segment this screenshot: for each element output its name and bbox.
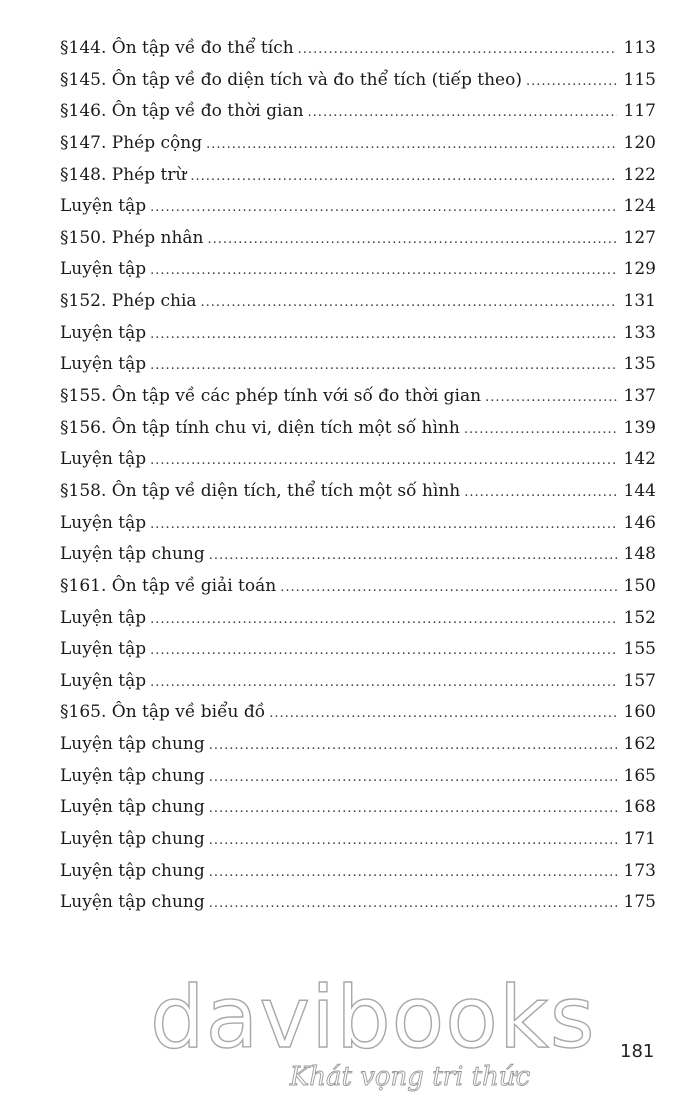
toc-entry-page: 155 bbox=[623, 639, 656, 660]
toc-entry-title: §155. Ôn tập về các phép tính với số đo thời gian bbox=[60, 386, 482, 407]
toc-entry-page: 168 bbox=[623, 797, 656, 818]
toc-entry-title: Luyện tập chung bbox=[60, 734, 205, 755]
toc-entry bbox=[60, 128, 656, 160]
toc-entry-title: Luyện tập chung bbox=[60, 544, 205, 565]
toc-entry-title: Luyện tập bbox=[60, 259, 147, 280]
dot-leader bbox=[201, 287, 617, 319]
dot-leader bbox=[209, 857, 617, 889]
toc-entry-page: 129 bbox=[623, 259, 656, 280]
toc-entry bbox=[60, 476, 656, 508]
toc-entry bbox=[60, 824, 656, 856]
toc-entry bbox=[60, 792, 656, 824]
toc-entry-page: 135 bbox=[623, 354, 656, 375]
toc-entry-title: §150. Phép nhân bbox=[60, 227, 204, 248]
toc-entry-title: Luyện tập chung bbox=[60, 797, 205, 818]
page-number: 181 bbox=[620, 1041, 655, 1062]
toc-entry bbox=[60, 444, 656, 476]
dot-leader bbox=[308, 97, 617, 129]
dot-leader bbox=[150, 635, 617, 667]
toc-entry bbox=[60, 286, 656, 318]
dot-leader bbox=[280, 572, 617, 604]
toc-entry bbox=[60, 729, 656, 761]
dot-leader bbox=[206, 129, 617, 161]
toc-entry bbox=[60, 666, 656, 698]
toc-entry-page: 148 bbox=[623, 544, 656, 565]
toc-entry-title: Luyện tập bbox=[60, 639, 147, 660]
dot-leader bbox=[150, 192, 617, 224]
toc-entry-title: §146. Ôn tập về đo thời gian bbox=[60, 101, 304, 122]
toc-entry-title: §158. Ôn tập về diện tích, thể tích một số hình bbox=[60, 480, 461, 501]
toc-entry-page: 160 bbox=[623, 702, 656, 723]
toc-entry bbox=[60, 603, 656, 635]
watermark-brand: davibooks bbox=[150, 968, 596, 1068]
toc-entry bbox=[60, 761, 656, 793]
toc-entry-page: 150 bbox=[623, 575, 656, 596]
dot-leader bbox=[150, 509, 617, 541]
toc-entry-title: Luyện tập bbox=[60, 607, 147, 628]
toc-entry-page: 171 bbox=[623, 829, 656, 850]
toc-entry-page: 122 bbox=[623, 164, 656, 185]
dot-leader bbox=[150, 604, 617, 636]
toc-entry-title: Luyện tập chung bbox=[60, 765, 205, 786]
toc-entry-title: §165. Ôn tập về biểu đồ bbox=[60, 702, 266, 723]
toc-entry-page: 165 bbox=[623, 765, 656, 786]
toc-entry-title: §156. Ôn tập tính chu vi, diện tích một số hình bbox=[60, 417, 460, 438]
toc-entry-title: Luyện tập bbox=[60, 512, 147, 533]
dot-leader bbox=[464, 414, 617, 446]
toc-entry bbox=[60, 96, 656, 128]
dot-leader bbox=[526, 66, 617, 98]
dot-leader bbox=[298, 34, 617, 66]
toc-entry-title: §148. Phép trừ bbox=[60, 164, 187, 185]
toc-entry-title: Luyện tập chung bbox=[60, 860, 205, 881]
dot-leader bbox=[209, 540, 617, 572]
dot-leader bbox=[464, 477, 617, 509]
toc-entry-page: 113 bbox=[623, 38, 656, 58]
toc-entry bbox=[60, 381, 656, 413]
table-of-contents bbox=[60, 33, 656, 919]
toc-entry bbox=[60, 539, 656, 571]
toc-entry bbox=[60, 191, 656, 223]
toc-entry-page: 120 bbox=[623, 132, 656, 153]
dot-leader bbox=[209, 888, 617, 920]
toc-entry-page: 137 bbox=[623, 386, 656, 407]
toc-entry-page: 175 bbox=[623, 892, 656, 913]
toc-entry-page: 115 bbox=[623, 69, 656, 90]
toc-entry-page: 133 bbox=[623, 322, 656, 343]
toc-entry bbox=[60, 413, 656, 445]
toc-entry-title: Luyện tập bbox=[60, 449, 147, 470]
toc-entry-title: §145. Ôn tập về đo diện tích và đo thể tích (tiếp theo) bbox=[60, 69, 522, 90]
dot-leader bbox=[150, 255, 617, 287]
dot-leader bbox=[209, 793, 617, 825]
dot-leader bbox=[209, 825, 617, 857]
dot-leader bbox=[150, 667, 617, 699]
toc-entry-title: §144. Ôn tập về đo thể tích bbox=[60, 38, 294, 58]
toc-entry-page: 157 bbox=[623, 670, 656, 691]
dot-leader bbox=[207, 224, 617, 256]
toc-entry bbox=[60, 223, 656, 255]
toc-entry-title: §152. Phép chia bbox=[60, 291, 197, 312]
toc-entry bbox=[60, 887, 656, 919]
toc-entry-title: Luyện tập bbox=[60, 322, 147, 343]
toc-entry-page: 131 bbox=[623, 291, 656, 312]
toc-entry-page: 146 bbox=[623, 512, 656, 533]
toc-entry-page: 142 bbox=[623, 449, 656, 470]
toc-entry bbox=[60, 508, 656, 540]
toc-entry-title: §161. Ôn tập về giải toán bbox=[60, 575, 277, 596]
toc-entry-title: Luyện tập chung bbox=[60, 829, 205, 850]
toc-entry bbox=[60, 160, 656, 192]
toc-entry-page: 144 bbox=[623, 480, 656, 501]
dot-leader bbox=[190, 161, 617, 193]
watermark-tagline: Khát vọng tri thức bbox=[289, 1062, 531, 1092]
toc-entry bbox=[60, 634, 656, 666]
toc-entry bbox=[60, 856, 656, 888]
toc-entry-title: Luyện tập bbox=[60, 196, 147, 217]
dot-leader bbox=[269, 698, 617, 730]
toc-entry-title: Luyện tập bbox=[60, 670, 147, 691]
toc-entry bbox=[60, 318, 656, 350]
toc-entry bbox=[60, 254, 656, 286]
dot-leader bbox=[150, 350, 617, 382]
dot-leader bbox=[209, 730, 617, 762]
toc-entry-title: §147. Phép cộng bbox=[60, 132, 203, 153]
toc-entry-page: 173 bbox=[623, 860, 656, 881]
toc-entry bbox=[60, 65, 656, 97]
toc-entry-title: Luyện tập chung bbox=[60, 892, 205, 913]
toc-entry bbox=[60, 349, 656, 381]
toc-entry bbox=[60, 33, 656, 65]
toc-entry-page: 139 bbox=[623, 417, 656, 438]
dot-leader bbox=[150, 319, 617, 351]
toc-entry bbox=[60, 571, 656, 603]
toc-entry-page: 162 bbox=[623, 734, 656, 755]
dot-leader bbox=[485, 382, 617, 414]
toc-entry-page: 152 bbox=[623, 607, 656, 628]
toc-entry-page: 127 bbox=[623, 227, 656, 248]
toc-entry-page: 117 bbox=[623, 101, 656, 122]
toc-entry-page: 124 bbox=[623, 196, 656, 217]
toc-entry-title: Luyện tập bbox=[60, 354, 147, 375]
dot-leader bbox=[150, 445, 617, 477]
toc-entry bbox=[60, 697, 656, 729]
dot-leader bbox=[209, 762, 617, 794]
